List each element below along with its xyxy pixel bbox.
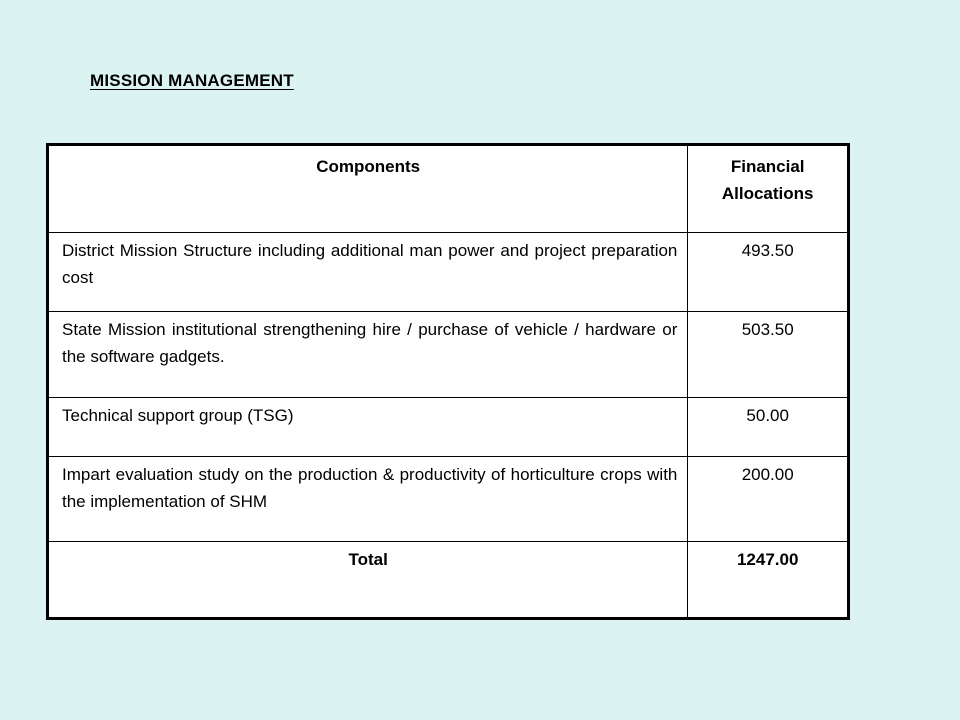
table-row <box>48 233 849 312</box>
table-header-row <box>48 145 849 233</box>
total-value: 1247.00 <box>688 542 849 619</box>
allocation-cell: 503.50 <box>688 312 849 398</box>
total-label: Total <box>48 542 688 619</box>
header-components: Components <box>48 145 688 233</box>
allocation-cell: 50.00 <box>688 398 849 457</box>
financial-allocation-table <box>46 143 850 620</box>
component-cell: Technical support group (TSG) <box>48 398 688 457</box>
component-cell: State Mission institutional strengthening hire / purchase of vehicle / hardware or the software gadgets. <box>48 312 688 398</box>
allocation-cell: 493.50 <box>688 233 849 312</box>
header-financial-allocations: Financial Allocations <box>688 145 849 233</box>
component-cell: District Mission Structure including additional man power and project preparation cost <box>48 233 688 312</box>
table-row <box>48 398 849 457</box>
slide-title: MISSION MANAGEMENT <box>90 71 294 90</box>
component-cell: Impart evaluation study on the production & productivity of horticulture crops with the implementation of SHM <box>48 457 688 542</box>
total-row <box>48 542 849 619</box>
table-row <box>48 457 849 542</box>
allocation-cell: 200.00 <box>688 457 849 542</box>
table-row <box>48 312 849 398</box>
